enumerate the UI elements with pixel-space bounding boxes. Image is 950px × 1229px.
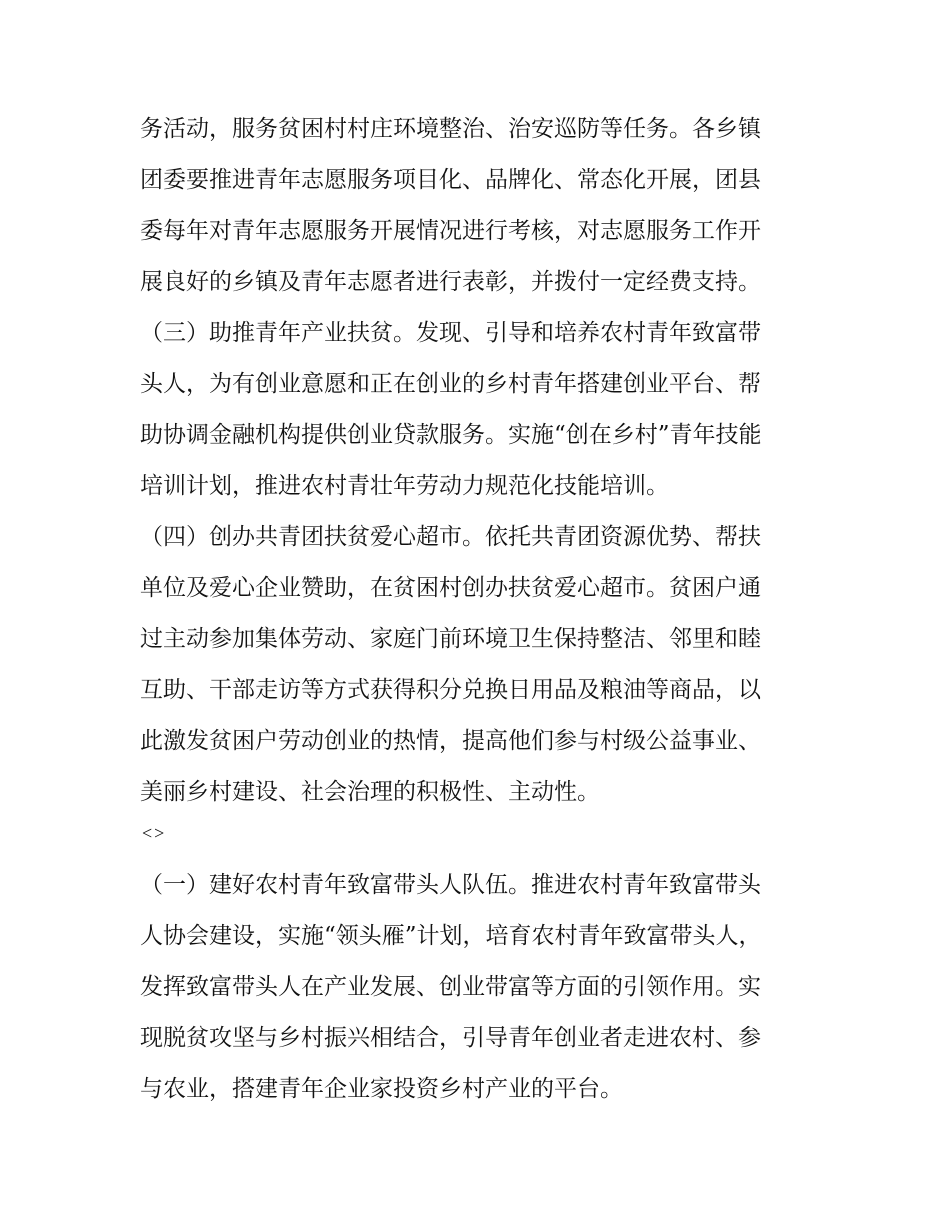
text-line: 人协会建设，实施“领头雁”计划，培育农村青年致富带头人， [140, 923, 762, 949]
text-line: 此激发贫困户劳动创业的热情，提高他们参与村级公益事业、 [140, 728, 761, 754]
section-marker: <> [142, 823, 167, 843]
text-line: （一）建好农村青年致富带头人队伍。推进农村青年致富带头 [140, 872, 761, 898]
text-line: 助协调金融机构提供创业贷款服务。实施“创在乡村”青年技能 [140, 422, 762, 448]
text-line: 发挥致富带头人在产业发展、创业带富等方面的引领作用。实 [140, 974, 761, 1000]
text-line: 委每年对青年志愿服务开展情况进行考核，对志愿服务工作开 [140, 218, 761, 244]
text-line: 与农业，搭建青年企业家投资乡村产业的平台。 [140, 1076, 623, 1102]
text-line: 团委要推进青年志愿服务项目化、品牌化、常态化开展，团县 [140, 167, 761, 193]
text-line: 培训计划，推进农村青壮年劳动力规范化技能培训。 [140, 473, 669, 499]
text-block-lower [140, 860, 815, 1115]
text-line: 现脱贫攻坚与乡村振兴相结合，引导青年创业者走进农村、参 [140, 1025, 761, 1051]
text-line: （三）助推青年产业扶贫。发现、引导和培养农村青年致富带 [140, 320, 761, 346]
text-block-upper [140, 104, 815, 818]
text-line: 互助、干部走访等方式获得积分兑换日用品及粮油等商品，以 [140, 677, 761, 703]
text-line: 美丽乡村建设、社会治理的积极性、主动性。 [140, 779, 600, 805]
text-line: 头人，为有创业意愿和正在创业的乡村青年搭建创业平台、帮 [140, 371, 761, 397]
text-line: 展良好的乡镇及青年志愿者进行表彰，并拨付一定经费支持。 [140, 269, 761, 295]
text-line: （四）创办共青团扶贫爱心超市。依托共青团资源优势、帮扶 [140, 524, 761, 550]
text-line: 过主动参加集体劳动、家庭门前环境卫生保持整洁、邻里和睦 [140, 626, 761, 652]
text-line: 单位及爱心企业赞助，在贫困村创办扶贫爱心超市。贫困户通 [140, 575, 761, 601]
text-line: 务活动，服务贫困村村庄环境整治、治安巡防等任务。各乡镇 [140, 116, 761, 142]
